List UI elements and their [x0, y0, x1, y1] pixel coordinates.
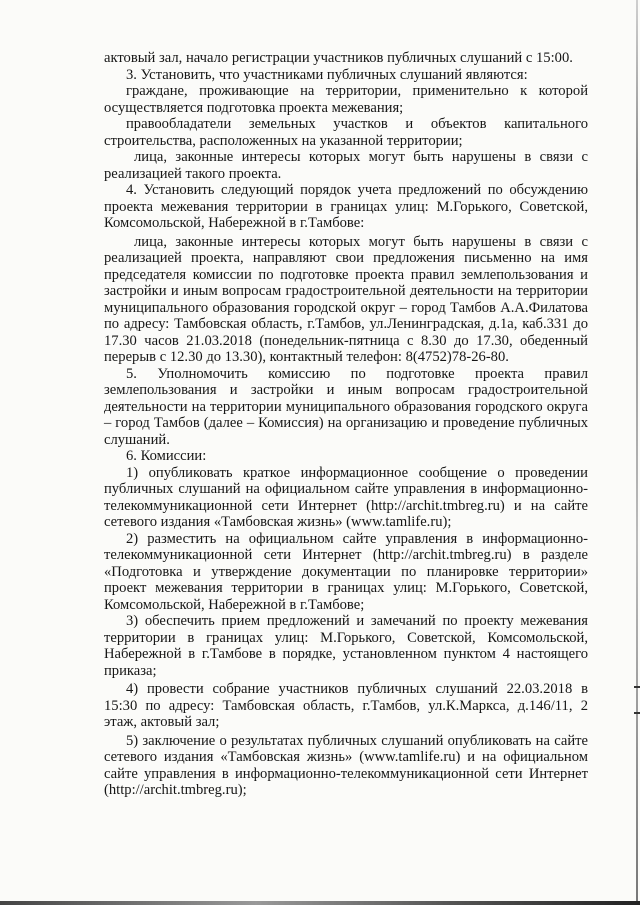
paragraph-participants-rightholders: правообладатели земельных участков и объектов капитального строительства, расположенных на указанной территории;	[104, 116, 588, 149]
paragraph-continuation: актовый зал, начало регистрации участников публичных слушаний с 15:00.	[104, 50, 573, 66]
paragraph-subitem-1: 1) опубликовать краткое информационное сообщение о проведении публичных слушаний на официальном сайте управления в информационно-телекоммуникационной сети Интернет (http://archit.tmbreg.ru) и на сайте сетевого издания «Тамбовская жизнь» (www.tamlife.ru);	[104, 464, 588, 530]
scan-mark	[634, 712, 640, 714]
paragraph-item-4: 4. Установить следующий порядок учета предложений по обсуждению проекта межевания территории в границах улиц: М.Горького, Советской, Комсомольской, Набережной в г.Тамбове:	[104, 182, 588, 231]
paragraph-subitem-3: 3) обеспечить прием предложений и замечаний по проекту межевания территории в границах улиц: М.Горького, Советской, Комсомольской, Набережной в г.Тамбове в порядке, установленном пунктом 4 настоящего приказа;	[104, 613, 588, 679]
scan-edge-right	[636, 0, 638, 905]
paragraph-participants-citizens: граждане, проживающие на территории, применительно к которой осуществляется подготовка проекта межевания;	[104, 83, 588, 116]
paragraph-subitem-4: 4) провести собрание участников публичных слушаний 22.03.2018 в 15:30 по адресу: Тамбовская область, г.Тамбов, ул.К.Маркса, д.146/11, 2 этаж, актовый зал;	[104, 681, 588, 730]
paragraph-participants-persons: лица, законные интересы которых могут быть нарушены в связи с реализацией такого проекта.	[104, 149, 588, 182]
paragraph-item-3: 3. Установить, что участниками публичных слушаний являются:	[126, 66, 528, 83]
scan-mark	[634, 686, 640, 688]
document-page	[104, 50, 588, 799]
paragraph-subitem-5: 5) заключение о результатах публичных слушаний опубликовать на сайте сетевого издания «Тамбовская жизнь» (www.tamlife.ru) и на официальном сайте управления в информационно-телекоммуникационной сети Интернет (http://archit.tmbreg.ru);	[104, 732, 588, 798]
paragraph-item-5: 5. Уполномочить комиссию по подготовке проекта правил землепользования и застройки и иным вопросам градостроительной деятельности на территории муниципального образования городского округа – город Тамбов (далее – Комиссия) на организацию и проведение публичных слушаний.	[104, 365, 588, 448]
scan-edge-bottom	[0, 901, 640, 905]
paragraph-item-6: 6. Комиссии:	[126, 448, 207, 464]
paragraph-proposal-procedure: лица, законные интересы которых могут быть нарушены в связи с реализацией проекта, направляют свои предложения письменно на имя председателя комиссии по подготовке проекта правил землепользования и застройки и иным вопросам градостроительной деятельности на территории муниципального образования городской округ – город Тамбов А.А.Филатова по адресу: Тамбовская область, г.Тамбов, ул.Ленинградская, д.1а, каб.331 до 17.30 часов 21.03.2018 (понедельник-пятница с 8.30 до 17.30, обеденный перерыв с 12.30 до 13.30), контактный телефон: 8(4752)78-26-80.	[104, 233, 588, 365]
paragraph-subitem-2: 2) разместить на официальном сайте управления в информационно-телекоммуникационной сети Интернет (http://archit.tmbreg.ru) в разделе «Подготовка и утверждение документации по планировке территории» проект межевания территории в границах улиц: М.Горького, Советской, Комсомольской, Набережной в г.Тамбове;	[104, 530, 588, 613]
